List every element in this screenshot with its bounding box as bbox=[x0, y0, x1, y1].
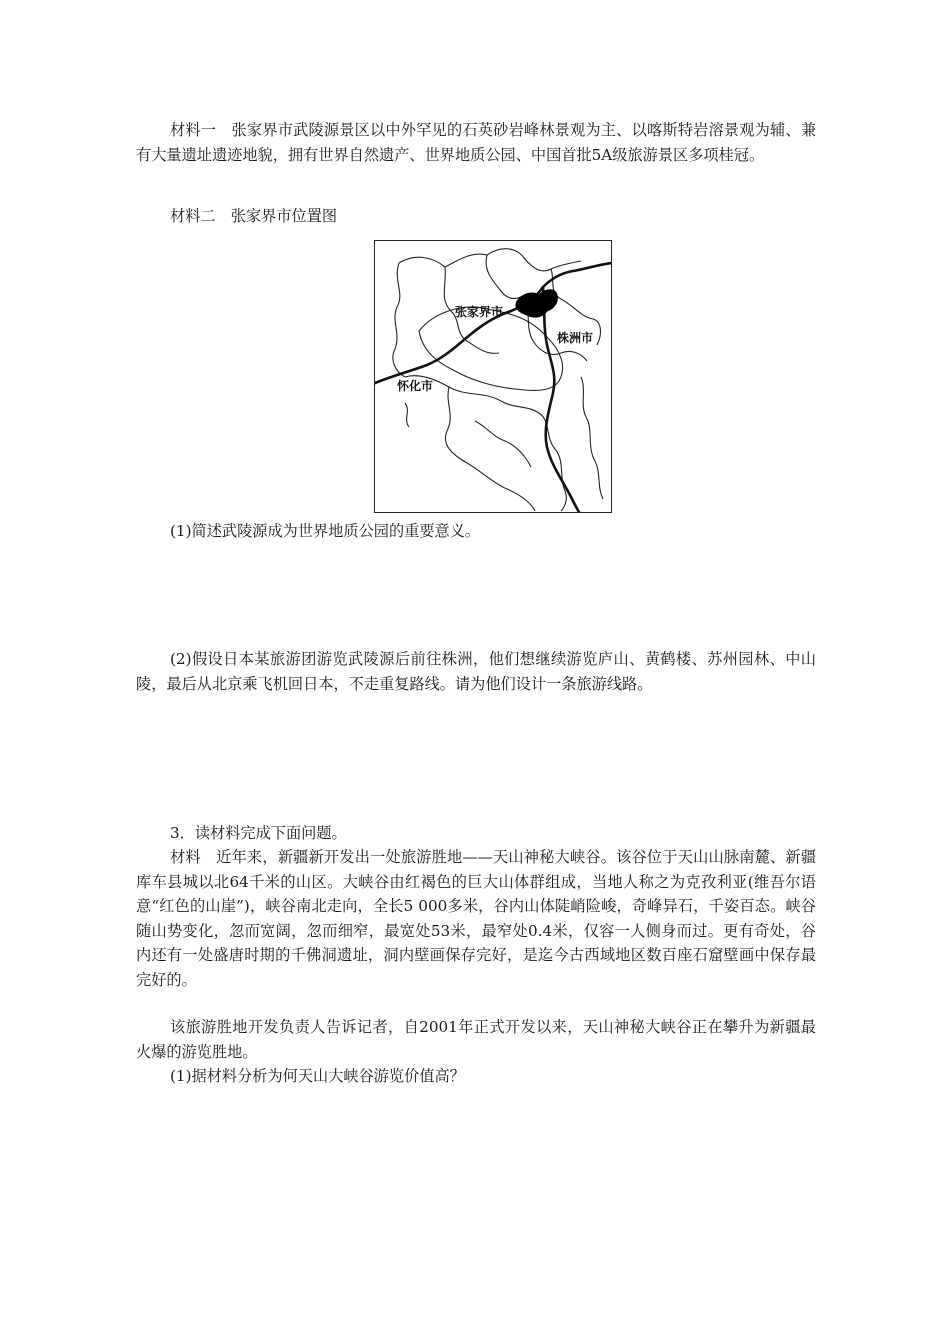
boundary-line bbox=[393, 263, 405, 377]
boundary-line bbox=[581, 377, 603, 499]
question-3-material-second: 该旅游胜地开发负责人告诉记者，自2001年正式开发以来，天山神秘大峡谷正在攀升为新疆最火爆的游览胜地。 bbox=[136, 1018, 816, 1061]
boundary-line bbox=[399, 249, 581, 271]
question-3-material: 材料 近年来，新疆新开发出一处旅游胜地——天山神秘大峡谷。该谷位于天山山脉南麓、新疆库车县城以北64千米的山区。大峡谷由红褐色的巨大山体群组成，当地人称之为克孜利亚(维吾尔语意“红色的山崖”)，峡谷南北走向，全长5 000多米，谷内山体陡峭险峻，奇峰异石，千姿百态。峡谷随山势变化，忽而宽阔，忽而细窄，最宽处53米，最窄处0.4米，仅容一人侧身而过。更有奇处，谷内还有一处盛唐时期的千佛洞遗址，洞内壁画保存完好，是迄今古西域地区数百座石窟壁画中保存最完好的。 bbox=[136, 848, 816, 989]
material-one-paragraph: 材料一 张家界市武陵源景区以中外罕见的石英砂岩峰林景观为主、以喀斯特岩溶景观为辅、兼有大量遗址遗迹地貌，拥有世界自然遗产、世界地质公园、中国首批5A级旅游景区多项桂冠。 bbox=[136, 121, 816, 164]
question-2-2: (2)假设日本某旅游团游览武陵源后前往株洲，他们想继续游览庐山、黄鹤楼、苏州园林、中山陵，最后从北京乘飞机回日本，不走重复路线。请为他们设计一条旅游线路。 bbox=[136, 650, 816, 693]
boundary-line bbox=[445, 387, 535, 511]
zhangjiajie-city-area bbox=[516, 290, 557, 317]
question-2-1: (1)简述武陵源成为世界地质公园的重要意义。 bbox=[170, 522, 481, 540]
question-3-title: 3．读材料完成下面问题。 bbox=[170, 824, 347, 842]
boundary-line bbox=[405, 403, 409, 427]
question-3-1: (1)据材料分析为何天山大峡谷游览价值高？ bbox=[170, 1067, 465, 1085]
zhangjiajie-location-map bbox=[374, 240, 612, 513]
map-label-zhangjiajie: 张家界市 bbox=[455, 305, 504, 319]
map-label-huaihua: 怀化市 bbox=[397, 379, 434, 393]
boundary-line bbox=[486, 255, 525, 298]
railway-line bbox=[543, 287, 579, 512]
boundary-line bbox=[405, 376, 566, 511]
boundary-line bbox=[475, 421, 531, 467]
material-two-caption: 材料二 张家界市位置图 bbox=[170, 207, 338, 225]
map-label-zhuzhou: 株洲市 bbox=[557, 331, 594, 345]
